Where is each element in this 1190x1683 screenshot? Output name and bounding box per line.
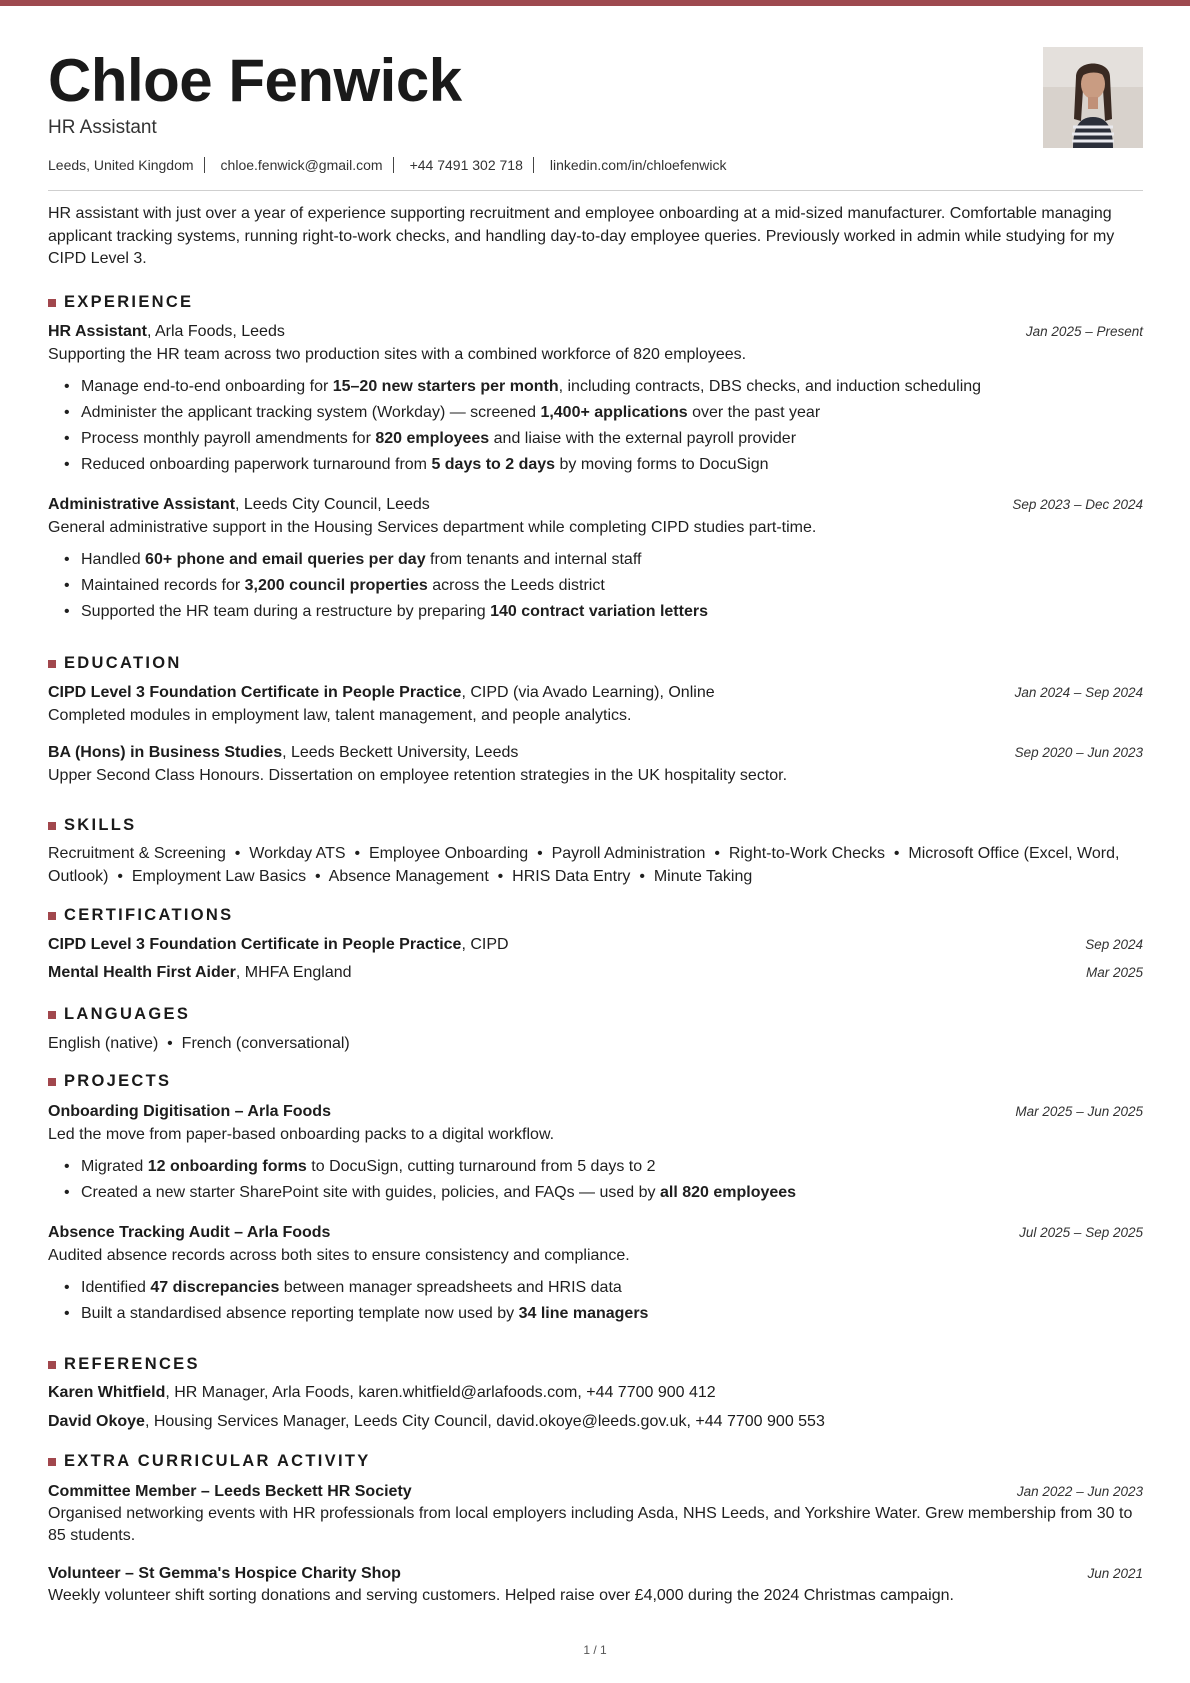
section-marker-icon: [48, 1458, 56, 1466]
bullet-separator-icon: •: [345, 845, 369, 862]
project-description: Led the move from paper-based onboarding packs to a digital workflow.: [48, 1126, 555, 1143]
bullet-item: • Handled 60+ phone and email queries per day from tenants and internal staff: [64, 547, 1143, 573]
bullet-item: • Created a new starter SharePoint site with guides, policies, and FAQs — used by all 820 employees: [64, 1180, 1143, 1206]
institution: , Leeds Beckett University, Leeds: [282, 744, 519, 761]
skill-item: Payroll Administration: [551, 845, 706, 862]
project-item: [48, 1224, 1143, 1327]
section-marker-icon: [48, 1011, 56, 1019]
project-title: Onboarding Digitisation – Arla Foods: [48, 1103, 331, 1120]
skill-item: Employee Onboarding: [368, 845, 529, 862]
skill-item: Right-to-Work Checks: [728, 845, 885, 862]
bullet-separator-icon: •: [306, 867, 329, 885]
job-org: , Arla Foods, Leeds: [146, 323, 285, 340]
section-title-experience: [48, 293, 193, 312]
education-item: [48, 744, 1143, 787]
resume-header: [48, 0, 1143, 190]
certification-title: CIPD Level 3 Foundation Certificate in People Practice: [48, 936, 462, 953]
project-title: Absence Tracking Audit – Arla Foods: [48, 1224, 331, 1241]
project-item: [48, 1103, 1143, 1206]
project-date: Mar 2025 – Jun 2025: [1015, 1104, 1143, 1119]
job-description: General administrative support in the Housing Services department while completing CIPD studies part-time.: [48, 519, 817, 536]
activity-date: Jan 2022 – Jun 2023: [1016, 1484, 1143, 1499]
activity-date: Jun 2021: [1087, 1566, 1143, 1581]
job-org: , Leeds City Council, Leeds: [235, 496, 430, 513]
section-title-text: REFERENCES: [64, 1355, 200, 1373]
bullet-item: • Process monthly payroll amendments for 820 employees and liaise with the external payroll provider: [64, 426, 1143, 452]
activity-description: Weekly volunteer shift sorting donations and serving customers. Helped raise over £4,000 during the 2024 Christmas campaign.: [48, 1587, 954, 1604]
section-title-text: LANGUAGES: [64, 1005, 191, 1023]
section-title-text: EXPERIENCE: [64, 293, 194, 311]
section-title-education: [48, 654, 182, 673]
section-title-skills: [48, 816, 136, 835]
bullet-item: • Built a standardised absence reporting template now used by 34 line managers: [64, 1301, 1143, 1327]
bullet-separator-icon: •: [158, 1035, 182, 1052]
certification-title: Mental Health First Aider: [48, 964, 236, 981]
skill-item: Workday ATS: [249, 845, 346, 862]
bullet-item: • Supported the HR team during a restructure by preparing 140 contract variation letters: [64, 599, 1143, 625]
bullet-separator-icon: •: [225, 845, 250, 862]
project-bullets: [48, 1275, 1143, 1327]
profile-photo: [1043, 47, 1143, 148]
skill-item: Minute Taking: [653, 867, 753, 885]
certification-issuer: , MHFA England: [235, 964, 352, 981]
degree-title: CIPD Level 3 Foundation Certificate in People Practice: [48, 684, 462, 701]
section-title-text: CERTIFICATIONS: [64, 906, 234, 924]
reference-details: , HR Manager, Arla Foods, karen.whitfield@arlafoods.com, +44 7700 900 412: [165, 1384, 716, 1401]
certification-issuer: , CIPD: [461, 936, 509, 953]
job-description: Supporting the HR team across two production sites with a combined workforce of 820 employees.: [48, 346, 747, 363]
job-bullets: [48, 547, 1143, 625]
job-bullets: [48, 374, 1143, 478]
certification-date: Sep 2024: [1085, 937, 1143, 952]
candidate-name: Chloe Fenwick: [48, 47, 462, 114]
activity-item: [48, 1565, 1143, 1607]
bullet-item: • Administer the applicant tracking system (Workday) — screened 1,400+ applications over the past year: [64, 400, 1143, 426]
header-divider: [48, 190, 1143, 191]
skill-item: Employment Law Basics: [131, 867, 307, 885]
job-title: HR Assistant: [48, 323, 147, 340]
reference-name: David Okoye: [48, 1413, 145, 1430]
contact-email[interactable]: chloe.fenwick@gmail.com: [220, 157, 383, 173]
bullet-separator-icon: •: [488, 867, 513, 885]
bullet-separator-icon: •: [885, 845, 909, 862]
certification-item: [48, 964, 1143, 982]
reference-item: [48, 1413, 1143, 1431]
section-marker-icon: [48, 1078, 56, 1086]
page-number: 1 / 1: [583, 1643, 607, 1657]
section-marker-icon: [48, 912, 56, 920]
reference-details: , Housing Services Manager, Leeds City Council, david.okoye@leeds.gov.uk, +44 7700 900 553: [144, 1413, 825, 1430]
summary-paragraph: HR assistant with just over a year of experience supporting recruitment and employee onboarding at a mid-sized manufacturer. Comfortable managing applicant tracking systems, running right-to-work checks, and handling day-to-day employee queries. Previously worked in admin while studying for my CIPD Level 3.: [48, 205, 1115, 267]
bullet-item: • Reduced onboarding paperwork turnaround from 5 days to 2 days by moving forms to DocuSign: [64, 452, 1143, 478]
section-title-text: EXTRA CURRICULAR ACTIVITY: [64, 1452, 371, 1470]
project-bullets: [48, 1154, 1143, 1206]
reference-item: [48, 1384, 1143, 1402]
education-date: Jan 2024 – Sep 2024: [1014, 685, 1143, 700]
section-marker-icon: [48, 660, 56, 668]
bullet-separator-icon: •: [108, 867, 132, 885]
bullet-item: • Identified 47 discrepancies between manager spreadsheets and HRIS data: [64, 1275, 1143, 1301]
project-description: Audited absence records across both sites to ensure consistency and compliance.: [48, 1247, 630, 1264]
contact-divider: [204, 157, 205, 173]
experience-item: [48, 496, 1143, 625]
education-item: [48, 684, 1143, 727]
section-marker-icon: [48, 299, 56, 307]
section-marker-icon: [48, 822, 56, 830]
bullet-separator-icon: •: [630, 867, 654, 885]
section-title-text: SKILLS: [64, 816, 137, 834]
certification-item: [48, 936, 1143, 954]
contact-linkedin[interactable]: linkedin.com/in/chloefenwick: [549, 157, 727, 173]
section-title-projects: [48, 1072, 171, 1091]
bullet-item: • Maintained records for 3,200 council properties across the Leeds district: [64, 573, 1143, 599]
reference-name: Karen Whitfield: [48, 1384, 166, 1401]
contact-phone[interactable]: +44 7491 302 718: [409, 157, 523, 173]
section-marker-icon: [48, 1361, 56, 1369]
section-title-text: PROJECTS: [64, 1072, 172, 1090]
section-title-extra-curricular: [48, 1452, 371, 1471]
bullet-separator-icon: •: [705, 845, 729, 862]
bullet-item: • Manage end-to-end onboarding for 15–20 new starters per month, including contracts, DBS checks, and induction scheduling: [64, 374, 1143, 400]
section-title-certifications: [48, 906, 233, 925]
section-title-references: [48, 1355, 200, 1374]
education-description: Upper Second Class Honours. Dissertation on employee retention strategies in the UK hospitality sector.: [48, 767, 788, 784]
institution: , CIPD (via Avado Learning), Online: [461, 684, 715, 701]
contact-divider: [393, 157, 394, 173]
skill-item: Absence Management: [328, 867, 489, 885]
activity-title: Volunteer – St Gemma's Hospice Charity Shop: [48, 1565, 401, 1582]
skill-item: HRIS Data Entry: [512, 867, 631, 885]
education-description: Completed modules in employment law, talent management, and people analytics.: [48, 707, 632, 724]
degree-title: BA (Hons) in Business Studies: [48, 744, 283, 761]
language-item: French (conversational): [181, 1035, 350, 1052]
section-title-text: EDUCATION: [64, 654, 182, 672]
activity-title: Committee Member – Leeds Beckett HR Society: [48, 1483, 412, 1500]
job-title: Administrative Assistant: [48, 496, 236, 513]
skill-item: Recruitment & Screening: [48, 845, 226, 862]
certification-date: Mar 2025: [1085, 965, 1143, 980]
language-item: English (native): [48, 1035, 159, 1052]
candidate-role: HR Assistant: [48, 117, 157, 138]
profile-photo-image: [1043, 47, 1143, 148]
experience-item: [48, 323, 1143, 478]
skill-item: Microsoft Office (Excel, Word, Outlook): [48, 845, 1120, 885]
contact-location: Leeds, United Kingdom: [48, 157, 194, 173]
skills-list: [48, 843, 1143, 888]
contact-line: [48, 157, 727, 173]
project-date: Jul 2025 – Sep 2025: [1019, 1225, 1143, 1240]
languages-list: [48, 1033, 1143, 1056]
bullet-separator-icon: •: [528, 845, 552, 862]
activity-description: Organised networking events with HR professionals from local employers including Asda, NHS Leeds, and Yorkshire Water. Grew membership from 30 to 85 students.: [48, 1505, 1133, 1544]
education-date: Sep 2020 – Jun 2023: [1014, 745, 1143, 760]
job-date: Sep 2023 – Dec 2024: [1012, 497, 1143, 512]
section-title-languages: [48, 1005, 190, 1024]
activity-item: [48, 1483, 1143, 1547]
bullet-item: • Migrated 12 onboarding forms to DocuSign, cutting turnaround from 5 days to 2: [64, 1154, 1143, 1180]
contact-divider: [533, 157, 534, 173]
job-date: Jan 2025 – Present: [1025, 324, 1143, 339]
resume-page: [48, 0, 1143, 1604]
